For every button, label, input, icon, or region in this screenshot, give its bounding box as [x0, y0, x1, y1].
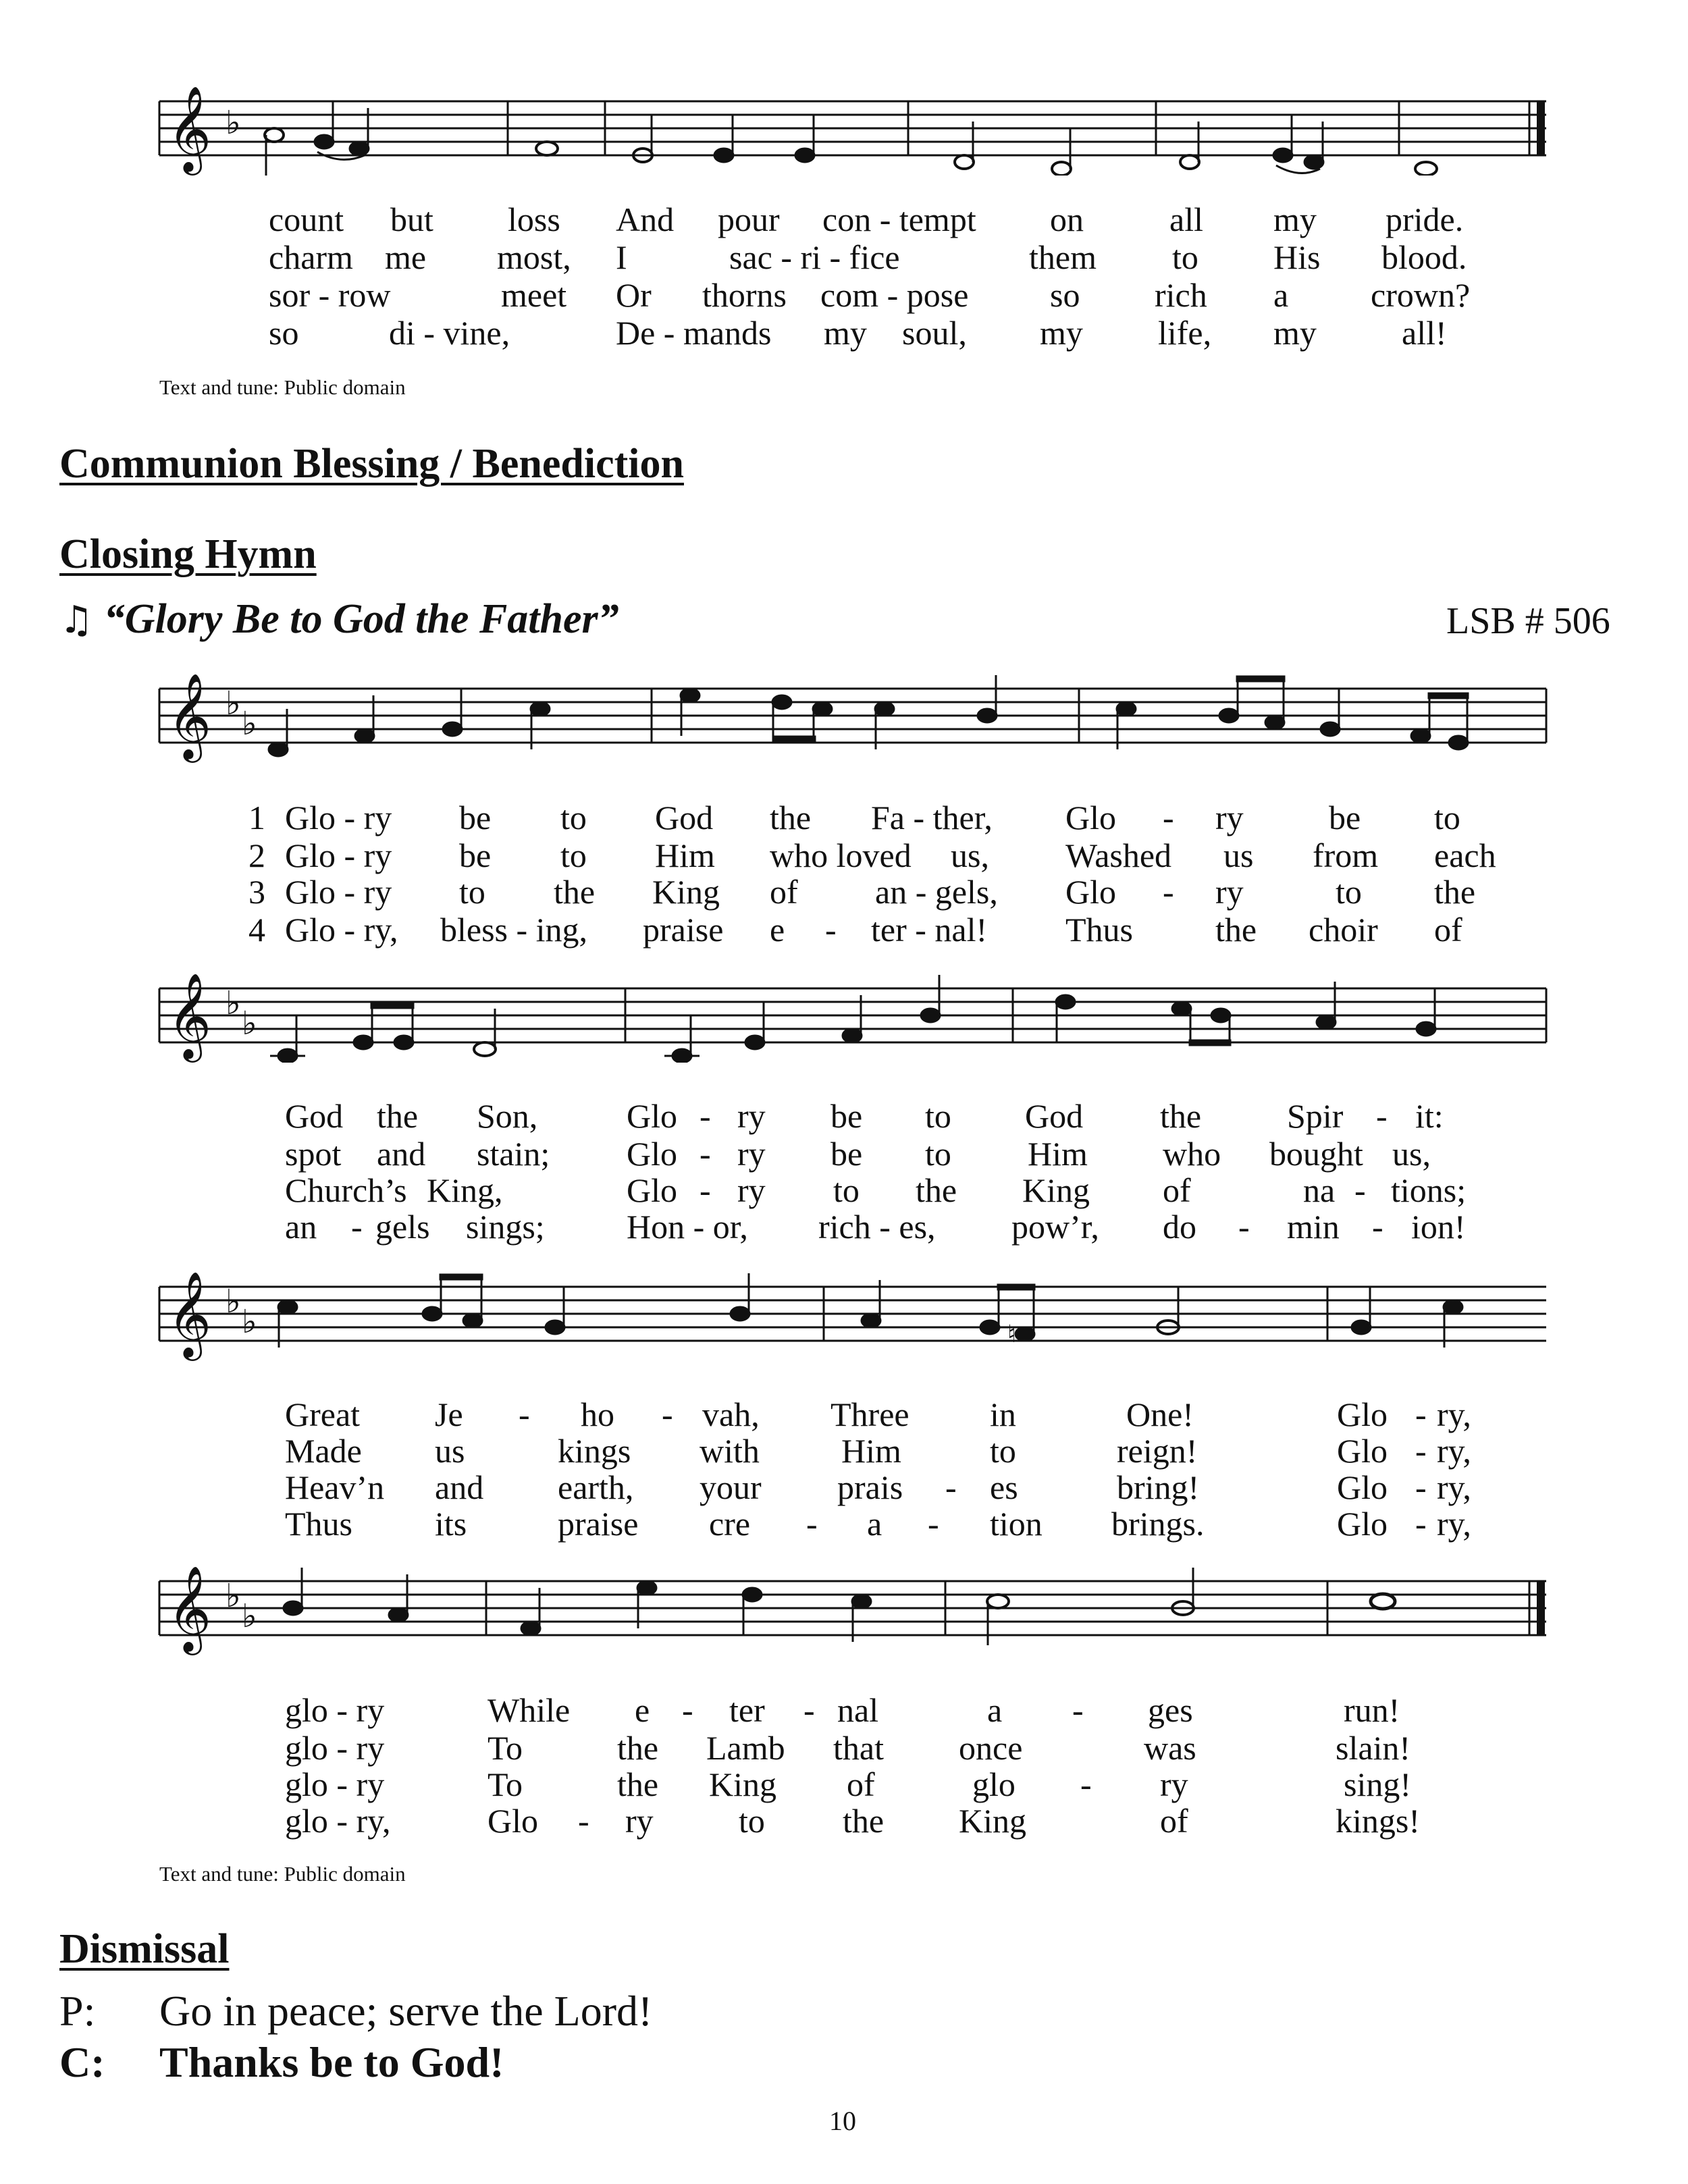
- lyric-syllable: to: [739, 1802, 765, 1840]
- lyric-syllable: Thus: [1065, 911, 1133, 949]
- lyric-syllable: tion: [990, 1505, 1043, 1543]
- lyric-syllable: my: [1273, 201, 1317, 238]
- lyric-syllable: to: [1336, 873, 1362, 911]
- lyric-syllable: -: [1080, 1765, 1092, 1803]
- lyric-syllable: -: [1415, 1468, 1427, 1506]
- hymn-lyric-line: [0, 913, 1688, 948]
- hymn-title-line: [59, 595, 619, 643]
- lyric-syllable: com - pose: [820, 276, 969, 314]
- stanza-number: 1: [248, 799, 265, 836]
- svg-text:𝄞: 𝄞: [167, 1565, 212, 1651]
- lyric-syllable: Glo - ry: [285, 836, 392, 874]
- lyric-syllable: -: [1376, 1097, 1388, 1135]
- svg-text:♭: ♭: [226, 1283, 241, 1321]
- lyric-syllable: Glo: [487, 1802, 538, 1840]
- lyric-syllable: reign!: [1117, 1432, 1198, 1470]
- lyric-syllable: e: [770, 911, 785, 949]
- lyric-syllable: ry,: [1437, 1432, 1471, 1470]
- lyric-syllable: do: [1163, 1208, 1196, 1246]
- lyric-syllable: Spir: [1287, 1097, 1344, 1135]
- lyric-syllable: I: [616, 238, 627, 276]
- lyric-syllable: Glo: [1337, 1432, 1388, 1470]
- svg-text:♮: ♮: [1007, 1321, 1016, 1348]
- lyric-syllable: Glo: [1337, 1468, 1388, 1506]
- lyric-syllable: -: [1163, 873, 1174, 911]
- lyric-syllable: to: [1172, 238, 1198, 276]
- lyric-syllable: es: [990, 1468, 1018, 1506]
- lyric-syllable: us: [435, 1432, 465, 1470]
- lyric-syllable: -: [1415, 1432, 1427, 1470]
- lyric-syllable: Fa - ther,: [871, 799, 993, 836]
- hymn-number: LSB # 506: [1446, 600, 1610, 642]
- lyric-syllable: -: [519, 1395, 530, 1433]
- svg-text:♭: ♭: [226, 685, 241, 722]
- lyric-syllable: e: [635, 1691, 650, 1729]
- lyric-syllable: loss: [508, 201, 560, 238]
- lyric-syllable: Glo: [1337, 1395, 1388, 1433]
- hymn-lyric-line: [0, 1507, 1688, 1542]
- hymn-lyric-line: [0, 1210, 1688, 1245]
- lyric-syllable: nal: [837, 1691, 879, 1729]
- lyric-syllable: my: [824, 314, 867, 352]
- hymn-lyric-line: [0, 240, 1688, 275]
- lyric-syllable: God: [655, 799, 714, 836]
- lyric-syllable: brings.: [1111, 1505, 1205, 1543]
- lyric-syllable: pride.: [1386, 201, 1464, 238]
- lyric-syllable: Glo: [627, 1171, 677, 1209]
- svg-text:♭: ♭: [242, 1303, 257, 1341]
- lyric-syllable: be: [1329, 799, 1361, 836]
- lyric-syllable: all!: [1402, 314, 1447, 352]
- stanza-number: 2: [248, 836, 265, 874]
- hymn-lyric-line: [0, 1470, 1688, 1506]
- lyric-syllable: bless - ing,: [440, 911, 588, 949]
- lyric-syllable: the: [1215, 911, 1257, 949]
- stanza-number: 4: [248, 911, 265, 949]
- lyric-syllable: to: [560, 799, 587, 836]
- lyric-syllable: bring!: [1117, 1468, 1200, 1506]
- lyric-syllable: to: [925, 1097, 951, 1135]
- svg-text:𝄞: 𝄞: [167, 85, 212, 171]
- lyric-syllable: to: [990, 1432, 1016, 1470]
- lyric-syllable: sor - row: [269, 276, 391, 314]
- lyric-syllable: Son,: [477, 1097, 538, 1135]
- lyric-syllable: glo - ry,: [285, 1802, 391, 1840]
- lyric-syllable: of: [770, 873, 798, 911]
- lyric-syllable: Glo: [627, 1135, 677, 1173]
- hymn-lyric-line: [0, 1731, 1688, 1766]
- lyric-syllable: Glo - ry: [285, 799, 392, 836]
- lyric-syllable: His: [1273, 238, 1321, 276]
- lyric-syllable: Or: [616, 276, 652, 314]
- lyric-syllable: Glo: [1337, 1505, 1388, 1543]
- lyric-syllable: Glo: [1065, 873, 1116, 911]
- lyric-syllable: glo - ry: [285, 1729, 385, 1767]
- lyric-syllable: glo - ry: [285, 1691, 385, 1729]
- lyric-syllable: your: [700, 1468, 762, 1506]
- section-heading-closing-hymn: Closing Hymn: [59, 531, 317, 577]
- lyric-syllable: -: [700, 1097, 711, 1135]
- lyric-syllable: me: [385, 238, 427, 276]
- lyric-syllable: glo - ry: [285, 1765, 385, 1803]
- music-staff: [0, 668, 1688, 763]
- lyric-syllable: rich: [1155, 276, 1207, 314]
- lyric-syllable: God: [285, 1097, 344, 1135]
- page-number: 10: [829, 2106, 856, 2136]
- lyric-syllable: King: [959, 1802, 1026, 1840]
- lyric-syllable: Glo: [627, 1097, 677, 1135]
- lyric-syllable: ry,: [1437, 1505, 1471, 1543]
- liturgy-text: Thanks be to God!: [159, 2038, 504, 2086]
- hymn-lyric-line: [0, 1434, 1688, 1469]
- lyric-syllable: King: [652, 873, 720, 911]
- music-staff: [0, 1267, 1688, 1361]
- lyric-syllable: once: [959, 1729, 1023, 1767]
- lyric-syllable: And: [616, 201, 675, 238]
- lyric-syllable: -: [700, 1171, 711, 1209]
- svg-text:♭: ♭: [242, 705, 257, 743]
- hymn-lyric-line: [0, 203, 1688, 238]
- lyric-syllable: be: [830, 1097, 863, 1135]
- lyric-syllable: pour: [718, 201, 780, 238]
- lyric-syllable: and: [435, 1468, 484, 1506]
- lyric-syllable: praise: [643, 911, 724, 949]
- lyric-syllable: a: [1273, 276, 1289, 314]
- lyric-syllable: sings;: [466, 1208, 545, 1246]
- lyric-syllable: -: [928, 1505, 939, 1543]
- lyric-syllable: an - gels,: [875, 873, 998, 911]
- lyric-syllable: each: [1434, 836, 1496, 874]
- lyric-syllable: ry: [1215, 799, 1244, 836]
- lyric-syllable: -: [1238, 1208, 1250, 1246]
- lyric-syllable: pow’r,: [1011, 1208, 1099, 1246]
- lyric-syllable: Glo: [1065, 799, 1116, 836]
- lyric-syllable: con - tempt: [822, 201, 976, 238]
- svg-text:♭: ♭: [226, 104, 241, 142]
- lyric-syllable: a: [867, 1505, 882, 1543]
- music-note-icon: ♫: [59, 598, 94, 642]
- lyric-syllable: De - mands: [616, 314, 772, 352]
- lyric-syllable: Glo - ry,: [285, 911, 398, 949]
- lyric-syllable: Great: [285, 1395, 361, 1433]
- lyric-syllable: us,: [1392, 1135, 1431, 1173]
- lyric-syllable: the: [916, 1171, 957, 1209]
- lyric-syllable: thorns: [702, 276, 787, 314]
- speaker-label: C:: [59, 2038, 105, 2086]
- lyric-syllable: ry: [737, 1171, 766, 1209]
- lyric-syllable: -: [351, 1208, 363, 1246]
- lyric-syllable: Glo - ry: [285, 873, 392, 911]
- svg-text:𝄞: 𝄞: [167, 1271, 212, 1357]
- lyric-syllable: the: [617, 1729, 659, 1767]
- lyric-syllable: the: [1434, 873, 1476, 911]
- lyric-syllable: of: [1163, 1171, 1191, 1209]
- lyric-syllable: so: [269, 314, 299, 352]
- lyric-syllable: us: [1223, 836, 1254, 874]
- lyric-syllable: -: [1372, 1208, 1383, 1246]
- lyric-syllable: -: [682, 1691, 693, 1729]
- lyric-syllable: life,: [1158, 314, 1212, 352]
- lyric-syllable: ry,: [1437, 1395, 1471, 1433]
- lyric-syllable: the: [1160, 1097, 1202, 1135]
- lyric-syllable: One!: [1126, 1395, 1194, 1433]
- lyric-syllable: vah,: [702, 1395, 760, 1433]
- section-heading-communion-blessing: Communion Blessing / Benediction: [59, 441, 684, 487]
- lyric-syllable: be: [459, 799, 492, 836]
- lyric-syllable: ho: [581, 1395, 614, 1433]
- lyric-syllable: tions;: [1391, 1171, 1467, 1209]
- lyric-syllable: prais: [837, 1468, 903, 1506]
- lyric-syllable: ry: [1215, 873, 1244, 911]
- lyric-syllable: ges: [1148, 1691, 1193, 1729]
- speaker-label: P:: [59, 1987, 96, 2035]
- lyric-syllable: the: [843, 1802, 885, 1840]
- svg-text:𝄞: 𝄞: [167, 972, 212, 1059]
- lyric-syllable: kings!: [1336, 1802, 1420, 1840]
- hymn-lyric-line: [0, 1137, 1688, 1172]
- lyric-syllable: in: [990, 1395, 1016, 1433]
- lyric-syllable: meet: [501, 276, 567, 314]
- lyric-syllable: Three: [830, 1395, 909, 1433]
- lyric-syllable: Hon - or,: [627, 1208, 748, 1246]
- hymn-lyric-line: [0, 1173, 1688, 1208]
- liturgy-text: Go in peace; serve the Lord!: [159, 1987, 653, 2035]
- music-staff: [0, 968, 1688, 1063]
- lyric-syllable: to: [560, 836, 587, 874]
- hymn-lyric-line: [0, 1397, 1688, 1433]
- lyric-syllable: -: [1354, 1171, 1366, 1209]
- lyric-syllable: -: [662, 1395, 673, 1433]
- lyric-syllable: ter: [729, 1691, 765, 1729]
- lyric-syllable: Lamb: [706, 1729, 785, 1767]
- lyric-syllable: to: [833, 1171, 860, 1209]
- lyric-syllable: King,: [427, 1171, 503, 1209]
- lyric-syllable: gels: [375, 1208, 430, 1246]
- hymn-lyric-line: [0, 801, 1688, 836]
- lyric-syllable: King: [709, 1765, 776, 1803]
- lyric-syllable: that: [833, 1729, 884, 1767]
- music-staff: [0, 81, 1688, 176]
- hymn-title: “Glory Be to God the Father”: [103, 596, 619, 642]
- svg-text:♭: ♭: [242, 1005, 257, 1042]
- lyric-syllable: stain;: [477, 1135, 550, 1173]
- lyric-syllable: and: [377, 1135, 426, 1173]
- stanza-number: 3: [248, 873, 265, 911]
- lyric-syllable: -: [700, 1135, 711, 1173]
- lyric-syllable: ry: [737, 1135, 766, 1173]
- lyric-syllable: of: [847, 1765, 875, 1803]
- lyric-syllable: To: [487, 1729, 523, 1767]
- lyric-syllable: ry,: [1437, 1468, 1471, 1506]
- lyric-syllable: -: [1415, 1505, 1427, 1543]
- lyric-syllable: who: [1163, 1135, 1221, 1173]
- lyric-syllable: choir: [1309, 911, 1378, 949]
- music-staff: [0, 1561, 1688, 1662]
- lyric-syllable: Thus: [285, 1505, 352, 1543]
- lyric-syllable: King: [1022, 1171, 1090, 1209]
- lyric-syllable: of: [1160, 1802, 1188, 1840]
- lyric-syllable: to: [1434, 799, 1460, 836]
- lyric-syllable: -: [825, 911, 837, 949]
- lyric-syllable: Church’s: [285, 1171, 407, 1209]
- dismissal-line: [59, 1986, 937, 2033]
- lyric-syllable: God: [1025, 1097, 1084, 1135]
- lyric-syllable: ry: [1160, 1765, 1188, 1803]
- lyric-syllable: from: [1313, 836, 1379, 874]
- lyric-syllable: the: [377, 1097, 419, 1135]
- lyric-syllable: my: [1273, 314, 1317, 352]
- lyric-syllable: ry: [737, 1097, 766, 1135]
- lyric-syllable: but: [390, 201, 433, 238]
- lyric-syllable: Him: [1028, 1135, 1088, 1173]
- svg-text:♭: ♭: [226, 984, 241, 1022]
- hymn-lyric-line: [0, 1804, 1688, 1839]
- hymn-lyric-line: [0, 1099, 1688, 1134]
- dismissal-line: [59, 2037, 937, 2085]
- lyric-syllable: To: [487, 1765, 523, 1803]
- section-heading-dismissal: Dismissal: [59, 1926, 230, 1972]
- lyric-syllable: -: [1163, 799, 1174, 836]
- lyric-syllable: crown?: [1371, 276, 1471, 314]
- lyric-syllable: na: [1303, 1171, 1336, 1209]
- lyric-syllable: with: [700, 1432, 760, 1470]
- svg-text:𝄞: 𝄞: [167, 672, 212, 759]
- lyric-syllable: -: [1072, 1691, 1084, 1729]
- lyric-syllable: on: [1050, 201, 1084, 238]
- lyric-syllable: all: [1169, 201, 1203, 238]
- lyric-syllable: run!: [1344, 1691, 1400, 1729]
- lyric-syllable: my: [1040, 314, 1083, 352]
- lyric-syllable: spot: [285, 1135, 342, 1173]
- lyric-syllable: most,: [497, 238, 571, 276]
- lyric-syllable: di - vine,: [389, 314, 510, 352]
- lyric-syllable: count: [269, 201, 344, 238]
- lyric-syllable: blood.: [1381, 238, 1467, 276]
- lyric-syllable: bought: [1269, 1135, 1363, 1173]
- lyric-syllable: a: [987, 1691, 1003, 1729]
- svg-text:♭: ♭: [226, 1577, 241, 1615]
- hymn-lyric-line: [0, 316, 1688, 351]
- lyric-syllable: of: [1434, 911, 1462, 949]
- lyric-syllable: -: [803, 1691, 815, 1729]
- lyric-syllable: While: [487, 1691, 571, 1729]
- svg-text:♭: ♭: [242, 1597, 257, 1635]
- lyric-syllable: Made: [285, 1432, 362, 1470]
- hymn-lyric-line: [0, 875, 1688, 910]
- hymn-lyric-line: [0, 1767, 1688, 1803]
- lyric-syllable: earth,: [558, 1468, 634, 1506]
- lyric-syllable: Him: [655, 836, 715, 874]
- copyright-credit: Text and tune: Public domain: [159, 375, 406, 399]
- lyric-syllable: Je: [435, 1395, 463, 1433]
- lyric-syllable: was: [1144, 1729, 1196, 1767]
- lyric-syllable: to: [459, 873, 485, 911]
- lyric-syllable: kings: [558, 1432, 631, 1470]
- lyric-syllable: min: [1287, 1208, 1340, 1246]
- lyric-syllable: praise: [558, 1505, 639, 1543]
- lyric-syllable: charm: [269, 238, 353, 276]
- lyric-syllable: slain!: [1336, 1729, 1411, 1767]
- lyric-syllable: the: [554, 873, 596, 911]
- lyric-syllable: -: [945, 1468, 957, 1506]
- lyric-syllable: Heav’n: [285, 1468, 385, 1506]
- hymn-lyric-line: [0, 278, 1688, 313]
- lyric-syllable: ry: [625, 1802, 654, 1840]
- lyric-syllable: -: [578, 1802, 589, 1840]
- hymn-lyric-line: [0, 1693, 1688, 1728]
- lyric-syllable: Him: [841, 1432, 901, 1470]
- lyric-syllable: the: [770, 799, 812, 836]
- lyric-syllable: -: [806, 1505, 818, 1543]
- lyric-syllable: glo: [972, 1765, 1016, 1803]
- hymn-lyric-line: [0, 838, 1688, 874]
- lyric-syllable: its: [435, 1505, 467, 1543]
- lyric-syllable: Washed: [1065, 836, 1172, 874]
- lyric-syllable: an: [285, 1208, 317, 1246]
- lyric-syllable: sing!: [1344, 1765, 1411, 1803]
- lyric-syllable: us,: [951, 836, 989, 874]
- lyric-syllable: so: [1050, 276, 1080, 314]
- lyric-syllable: -: [1415, 1395, 1427, 1433]
- lyric-syllable: be: [459, 836, 492, 874]
- lyric-syllable: rich - es,: [818, 1208, 936, 1246]
- lyric-syllable: to: [925, 1135, 951, 1173]
- lyric-syllable: soul,: [902, 314, 967, 352]
- lyric-syllable: them: [1029, 238, 1097, 276]
- lyric-syllable: it:: [1415, 1097, 1444, 1135]
- lyric-syllable: the: [617, 1765, 659, 1803]
- lyric-syllable: be: [830, 1135, 863, 1173]
- lyric-syllable: ter - nal!: [871, 911, 988, 949]
- lyric-syllable: ion!: [1411, 1208, 1466, 1246]
- lyric-syllable: sac - ri - fice: [729, 238, 900, 276]
- lyric-syllable: who loved: [770, 836, 912, 874]
- lyric-syllable: cre: [709, 1505, 751, 1543]
- copyright-credit: Text and tune: Public domain: [159, 1862, 406, 1886]
